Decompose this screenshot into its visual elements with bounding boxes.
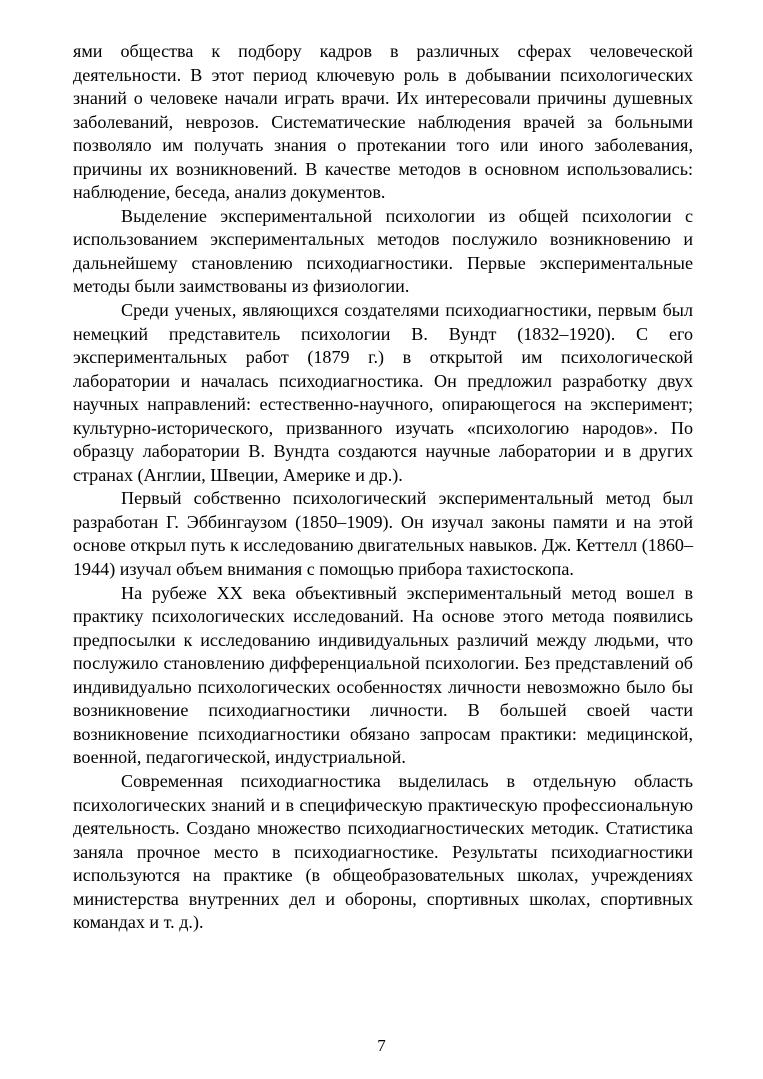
paragraph-5: На рубеже XX века объективный экспериментальный метод вошел в практику психологических исследований. На основе этого метода появились предпосылки к исследованию индивидуальных различий между людьми, что послужило становлению дифференциальной психологии. Без представлений об индивидуально психологических особенностях личности невозможно было бы возникновение психодиагностики личности. В большей своей части возникновение психодиагностики обязано запросам практики: медицинской, военной, педагогической, индустриальной. (73, 582, 693, 768)
paragraph-6: Современная психодиагностика выделилась в отдельную область психологических знаний и в специфическую практическую профессиональную деятельность. Создано множество психодиагностических методик. Статистика заняла прочное место в психодиагностике. Результаты психодиагностики используются на практике (в общеобразовательных школах, учреждениях министерства внутренних дел и обороны, спортивных школах, спортивных командах и т. д.). (73, 770, 693, 933)
paragraph-4: Первый собственно психологический экспериментальный метод был разработан Г. Эббингаузом (1850–1909). Он изучал законы памяти и на этой основе открыл путь к исследованию двигательных навыков. Дж. Кеттелл (1860–1944) изучал объем внимания с помощью прибора тахистоскопа. (73, 488, 693, 580)
paragraph-2: Выделение экспериментальной психологии из общей психологии с использованием экспериментальных методов послужило возникновению и дальнейшему становлению психодиагностики. Первые экспериментальные методы были заимствованы из физиологии. (73, 205, 693, 297)
paragraph-1: ями общества к подбору кадров в различных сферах человеческой деятельности. В этот период ключевую роль в добывании психологических знаний о человеке начали играть врачи. Их интересовали причины душевных заболеваний, неврозов. Систематические наблюдения врачей за больными позволяло им получать знания о протекании того или иного заболевания, причины их возникновений. В качестве методов в основном использовались: наблюдение, беседа, анализ документов. (73, 41, 693, 203)
page-number: 7 (377, 1036, 386, 1055)
paragraph-3: Среди ученых, являющихся создателями психодиагностики, первым был немецкий представитель психологии В. Вундт (1832–1920). С его экспериментальных работ (1879 г.) в открытой им психологической лаборатории и началась психодиагностика. Он предложил разработку двух научных направлений: естественно-научного, опирающегося на эксперимент; культурно-исторического, призванного изучать «психологию народов». По образцу лаборатории В. Вундта создаются научные лаборатории и в других странах (Англии, Швеции, Америке и др.). (73, 300, 693, 485)
document-body (73, 40, 693, 935)
